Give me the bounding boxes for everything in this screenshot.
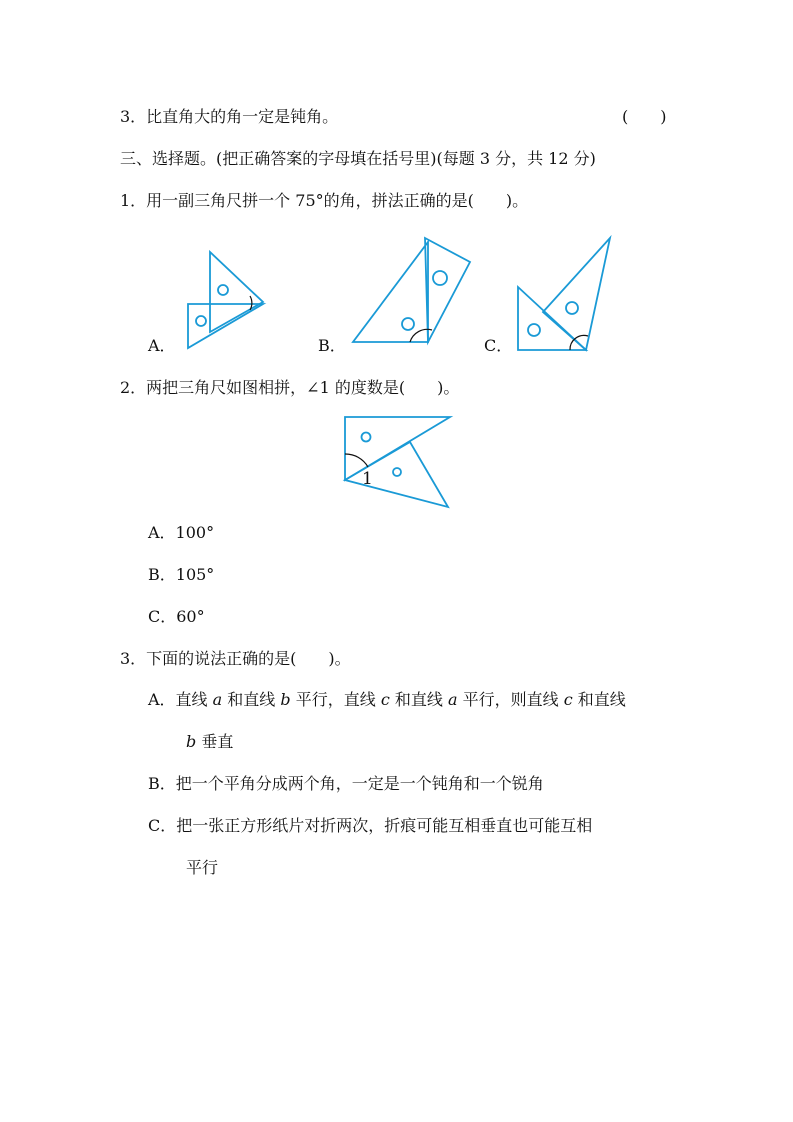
question-2-stem: 2．两把三角尺如图相拼，∠1 的度数是( )。: [120, 378, 460, 397]
q2-option-c[interactable]: C．60°: [148, 607, 205, 626]
q3-option-b[interactable]: B．把一个平角分成两个角，一定是一个钝角和一个锐角: [148, 774, 544, 793]
q3-option-c[interactable]: C．把一张正方形纸片对折两次，折痕可能互相垂直也可能互相: [148, 816, 593, 835]
q3-option-a-continuation: b 垂直: [186, 732, 234, 751]
judge-item-3-text: 3．比直角大的角一定是钝角。: [120, 107, 339, 126]
q1-option-c-label[interactable]: C．: [484, 336, 513, 355]
q2-figure: [330, 412, 460, 512]
q1-option-b-label[interactable]: B．: [318, 336, 346, 355]
q1-option-a-label[interactable]: A．: [148, 336, 176, 355]
q3-option-c-continuation: 平行: [186, 858, 219, 877]
q1-figure-b: [353, 238, 470, 342]
judge-item-3: [120, 106, 338, 128]
q2-option-b[interactable]: B．105°: [148, 565, 215, 584]
section-title: 三、选择题。(把正确答案的字母填在括号里)(每题 3 分，共 12 分): [120, 149, 596, 168]
q3-option-a[interactable]: A．直线 a 和直线 b 平行，直线 c 和直线 a 平行，则直线 c 和直线: [148, 690, 626, 709]
q2-option-a[interactable]: A．100°: [148, 523, 215, 542]
question-1-stem: 1．用一副三角尺拼一个 75°的角，拼法正确的是( )。: [120, 191, 529, 210]
q1-figures: [140, 232, 620, 357]
answer-paren[interactable]: ( ): [622, 107, 667, 126]
angle-1-label: 1: [362, 469, 373, 489]
question-3-stem: 3．下面的说法正确的是( )。: [120, 649, 351, 668]
q1-figure-c: [518, 238, 610, 350]
q1-figure-a: [188, 252, 263, 348]
